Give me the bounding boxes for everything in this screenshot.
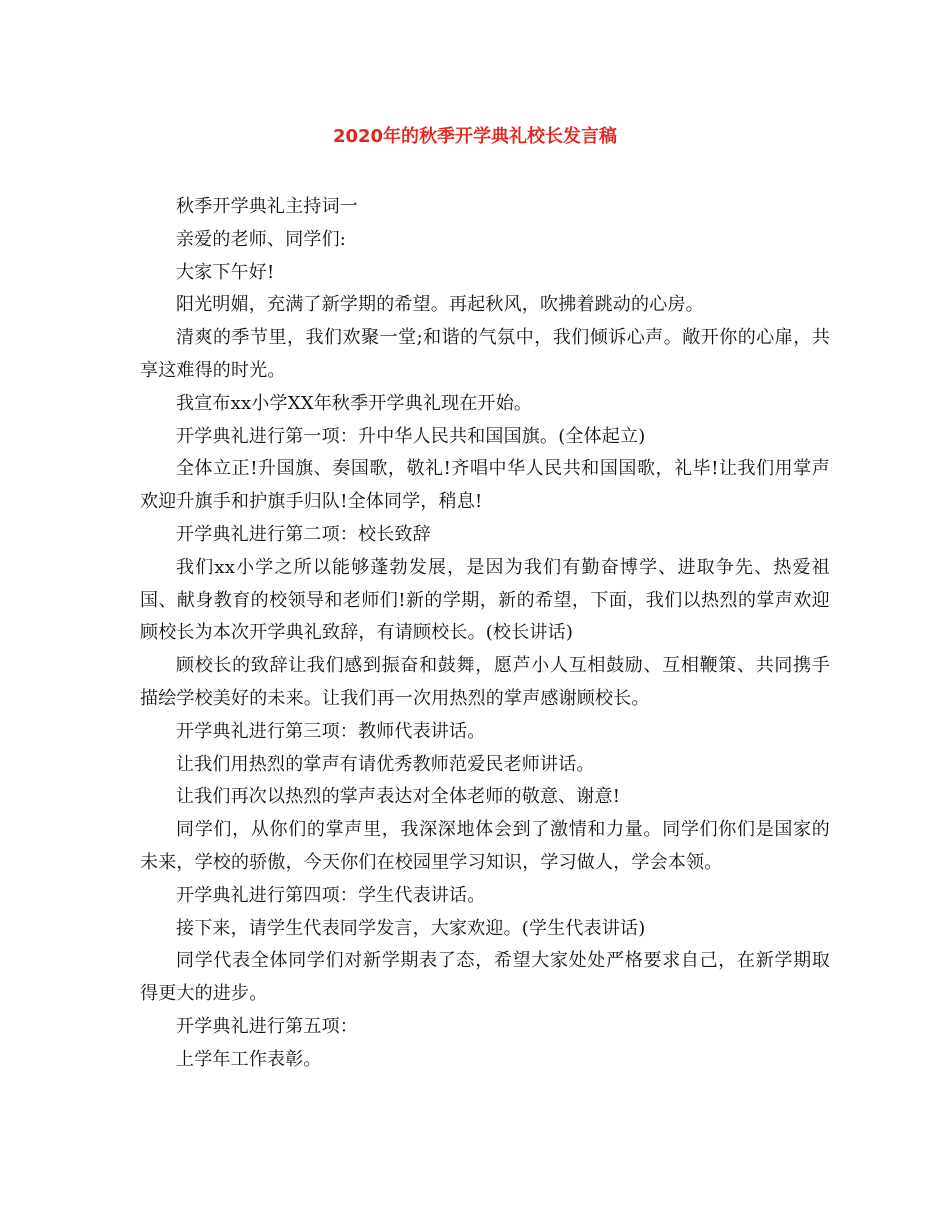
paragraph: 亲爱的老师、同学们: bbox=[176, 228, 347, 250]
paragraph: 上学年工作表彰。 bbox=[176, 1048, 322, 1070]
paragraph: 我们xx小学之所以能够蓬勃发展，是因为我们有勤奋博学、进取争先、热爱祖国、献身教育的校领导和老师们!新的学期，新的希望，下面，我们以热烈的掌声欢迎顾校长为本次开学典礼致辞，有请顾校长。(校长讲话) bbox=[140, 556, 830, 644]
document-title: 2020年的秋季开学典礼校长发言稿 bbox=[332, 126, 618, 147]
paragraph: 让我们用热烈的掌声有请优秀教师范爱民老师讲话。 bbox=[176, 753, 595, 775]
paragraph: 顾校长的致辞让我们感到振奋和鼓舞，愿芦小人互相鼓励、互相鞭策、共同携手描绘学校美好的未来。让我们再一次用热烈的掌声感谢顾校长。 bbox=[140, 655, 830, 709]
paragraph: 同学代表全体同学们对新学期表了态，希望大家处处严格要求自己，在新学期取得更大的进步。 bbox=[140, 950, 830, 1005]
paragraph: 同学们，从你们的掌声里，我深深地体会到了激情和力量。同学们你们是国家的未来，学校的骄傲，今天你们在校园里学习知识，学习做人，学会本领。 bbox=[140, 819, 830, 873]
paragraph: 开学典礼进行第二项：校长致辞 bbox=[176, 523, 431, 545]
paragraph: 大家下午好! bbox=[176, 261, 275, 283]
paragraph: 开学典礼进行第五项： bbox=[176, 1015, 358, 1037]
paragraph: 秋季开学典礼主持词一 bbox=[176, 196, 358, 217]
paragraph: 阳光明媚，充满了新学期的希望。再起秋风，吹拂着跳动的心房。 bbox=[176, 294, 704, 316]
paragraph: 全体立正!升国旗、奏国歌，敬礼!齐唱中华人民共和国国歌，礼毕!让我们用掌声欢迎升旗手和护旗手归队!全体同学，稍息! bbox=[140, 458, 830, 513]
paragraph: 开学典礼进行第四项：学生代表讲话。 bbox=[176, 884, 486, 906]
paragraph: 开学典礼进行第三项：教师代表讲话。 bbox=[176, 720, 486, 742]
document-body bbox=[140, 191, 830, 1077]
paragraph: 让我们再次以热烈的掌声表达对全体老师的敬意、谢意! bbox=[176, 786, 621, 808]
paragraph: 清爽的季节里，我们欢聚一堂;和谐的气氛中，我们倾诉心声。敞开你的心扉，共享这难得的时光。 bbox=[140, 327, 830, 381]
paragraph: 开学典礼进行第一项：升中华人民共和国国旗。(全体起立) bbox=[176, 425, 646, 447]
paragraph: 我宣布xx小学XX年秋季开学典礼现在开始。 bbox=[176, 392, 533, 414]
paragraph: 接下来，请学生代表同学发言，大家欢迎。(学生代表讲话) bbox=[176, 917, 646, 939]
